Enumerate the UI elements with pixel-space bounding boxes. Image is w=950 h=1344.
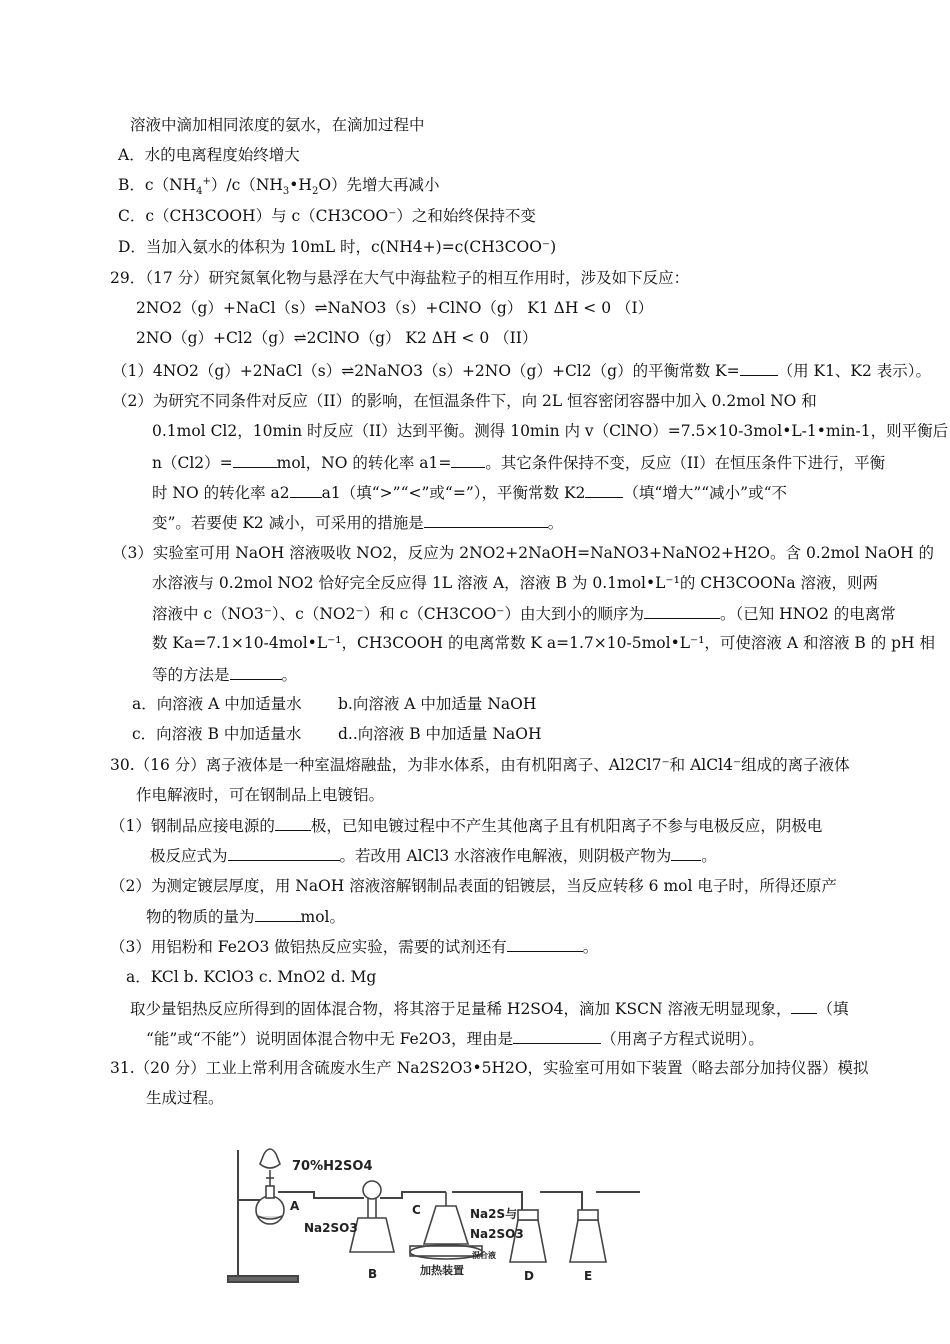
flask-b: [350, 1181, 394, 1252]
label-mix-1: Na2S与: [470, 1207, 518, 1221]
q29-part3-line5: 等的方法是 。: [152, 663, 297, 686]
q30-part3-line3: 取少量铝热反应所得到的固体混合物，将其溶于足量稀 H2SO4，滴加 KSCN 溶液无明显现象， （填: [130, 997, 849, 1020]
q29-part3-line2: 水溶液与 0.2mol NO2 恰好完全反应得 1L 溶液 A，溶液 B 为 0.1mol•L⁻¹的 CH3COONa 溶液，则两: [152, 574, 878, 592]
connecting-tubes: [278, 1192, 640, 1210]
label-a: A: [290, 1199, 300, 1213]
q30-heading: 30.（16 分）离子液体是一种室温熔融盐，为非水体系，由有机阳离子、Al2Cl7⁻和 AlCl4⁻组成的离子液体: [110, 756, 850, 774]
answer-blank: [290, 481, 322, 498]
q29-part3-line1: （3）实验室可用 NaOH 溶液吸收 NO2，反应为 2NO2+2NaOH=NaNO3+NaNO2+H2O。含 0.2mol NaOH 的: [112, 544, 934, 562]
answer-blank: [424, 511, 548, 528]
q28-option-b: B．$c(NH_4^+)/c(NH_3•H_2O)$先增大再减小: [118, 175, 440, 198]
label-na2so3: Na2SO3: [304, 1221, 358, 1235]
q29-reaction-1: 2NO2（g）+NaCl（s）⇌NaNO3（s）+ClNO（g） K1 ΔH < 0 （I）: [136, 299, 654, 317]
q28-stem-tail: 溶液中滴加相同浓度的氨水，在滴加过程中: [130, 116, 425, 134]
answer-blank: [275, 814, 311, 831]
q28-option-a: A．水的电离程度始终增大: [118, 146, 300, 164]
apparatus-diagram: [222, 1140, 642, 1290]
label-b: B: [368, 1267, 378, 1281]
q29-option-c: c．向溶液 B 中加适量水: [132, 725, 302, 743]
label-d: D: [524, 1269, 534, 1283]
q30-part3-options: a．KCl b. KClO3 c. MnO2 d. Mg: [126, 968, 377, 986]
q30-part3-line4: “能”或“不能”）说明固体混合物中无 Fe2O3，理由是 （用离子方程式说明）。: [146, 1027, 764, 1050]
answer-blank: [671, 844, 701, 861]
q31-heading-line2: 生成过程。: [146, 1089, 224, 1107]
q30-heading-line2: 作电解液时，可在钢制品上电镀铝。: [136, 786, 385, 804]
q30-part1-line1: （1）钢制品应接电源的 极，已知电镀过程中不产生其他离子且有机阳离子不参与电极反应，阴极电: [110, 814, 822, 837]
answer-blank: [791, 997, 817, 1014]
answer-blank: [255, 905, 301, 922]
q29-heading: 29．（17 分）研究氮氧化物与悬浮在大气中海盐粒子的相互作用时，涉及如下反应：: [110, 269, 690, 287]
answer-blank: [507, 935, 583, 952]
q30-part1-line2: 极反应式为 。若改用 AlCl3 水溶液作电解液，则阴极产物为 。: [150, 844, 717, 867]
answer-blank: [585, 481, 623, 498]
answer-blank: [740, 359, 778, 376]
answer-blank: [228, 844, 340, 861]
q29-part2-line4: 时 NO 的转化率 a2 a1（填“>”“<”或“=”），平衡常数 K2 （填“增大”“减小”或“不: [152, 481, 787, 504]
label-e: E: [584, 1269, 593, 1283]
q29-part1: （1）4NO2（g）+2NaCl（s）⇌2NaNO3（s）+2NO（g）+Cl2（g）的平衡常数 K= （用 K1、K2 表示）。: [112, 359, 931, 382]
dropping-funnel: [260, 1149, 280, 1190]
label-c: C: [412, 1203, 421, 1217]
q29-part2-line2: 0.1mol Cl2，10min 时反应（II）达到平衡。测得 10min 内 v（ClNO）=7.5×10-3mol•L-1•min-1，则平衡后: [152, 422, 949, 440]
answer-blank: [451, 451, 485, 468]
q29-option-d: d..向溶液 B 中加适量 NaOH: [338, 725, 542, 743]
q29-reaction-2: 2NO（g）+Cl2（g）⇌2ClNO（g） K2 ΔH < 0 （II）: [136, 329, 538, 347]
q29-part2-line1: （2）为研究不同条件对反应（II）的影响，在恒温条件下，向 2L 恒容密闭容器中加入 0.2mol NO 和: [112, 392, 817, 410]
label-acid: 70%H2SO4: [292, 1159, 373, 1174]
q28-option-d: D．当加入氨水的体积为 10mL 时，c(NH4+)=c(CH3COO⁻): [118, 238, 557, 256]
flask-e: [570, 1210, 606, 1262]
label-mixture: 混合液: [472, 1251, 496, 1260]
q29-option-a: a．向溶液 A 中加适量水: [132, 695, 302, 713]
label-heating: 加热装置: [420, 1264, 464, 1277]
q29-option-b: b.向溶液 A 中加适量 NaOH: [338, 695, 537, 713]
answer-blank: [233, 451, 277, 468]
q29-part3-line4: 数 Ka=7.1×10-4mol•L⁻¹，CH3COOH 的电离常数 K a=1.7×10-5mol•L⁻¹，可使溶液 A 和溶液 B 的 pH 相: [152, 634, 935, 652]
q30-part2-line1: （2）为测定镀层厚度，用 NaOH 溶液溶解钢制品表面的铝镀层，当反应转移 6 mol 电子时，所得还原产: [110, 877, 837, 895]
answer-blank: [513, 1027, 601, 1044]
q28-option-c: C．c（CH3COOH）与 c（CH3COO⁻）之和始终保持不变: [118, 207, 536, 225]
answer-blank: [644, 602, 720, 619]
q29-part2-line3: n（Cl2）= mol，NO 的转化率 a1= 。其它条件保持不变，反应（II）在恒压条件下进行，平衡: [152, 451, 885, 474]
q29-part2-line5: 变”。若要使 K2 减小，可采用的措施是 。: [152, 511, 563, 534]
q31-heading: 31.（20 分）工业上常利用含硫废水生产 Na2S2O3•5H2O，实验室可用如下装置（略去部分加持仪器）模拟: [110, 1059, 869, 1077]
q29-part3-line3: 溶液中 c（NO3⁻）、c（NO2⁻）和 c（CH3COO⁻）由大到小的顺序为 。（已知 HNO2 的电离常: [152, 602, 896, 625]
answer-blank: [230, 663, 282, 680]
q30-part3-line1: （3）用铝粉和 Fe2O3 做铝热反应实验，需要的试剂还有 。: [110, 935, 598, 958]
label-mix-2: Na2SO3: [470, 1227, 524, 1241]
q30-part2-line2: 物的物质的量为 mol。: [146, 905, 345, 928]
